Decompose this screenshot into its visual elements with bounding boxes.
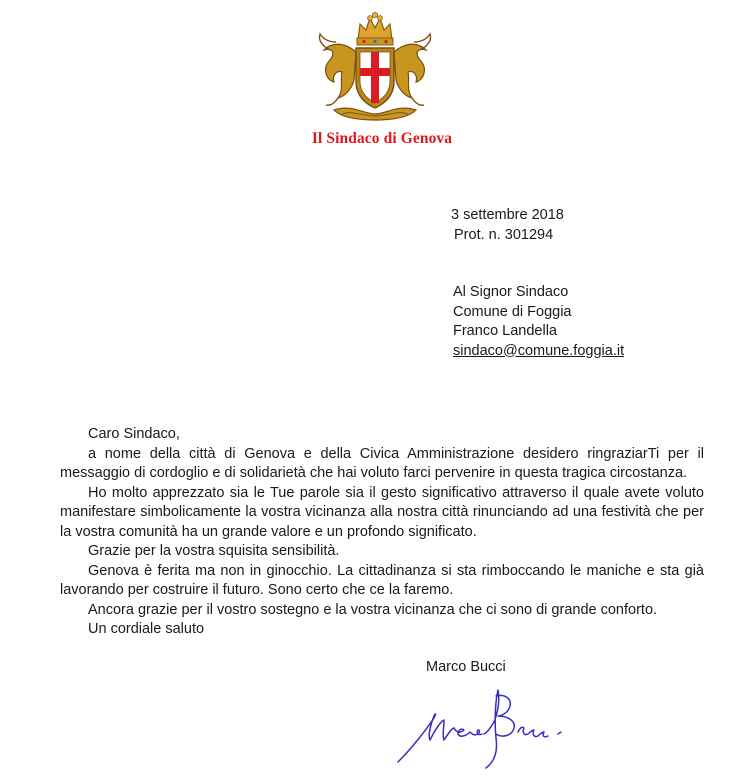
letter-paragraph: a nome della città di Genova e della Civica Amministrazione desidero ringraziarTi per il messaggio di cordoglio e di solidarietà che hai voluto farci pervenire in questa tragica circostanza. bbox=[60, 445, 704, 481]
letter-date: 3 settembre 2018 bbox=[451, 207, 564, 223]
letter-salutation: Caro Sindaco, bbox=[88, 426, 180, 442]
handwritten-signature bbox=[392, 682, 582, 772]
letter-paragraph: Ho molto apprezzato sia le Tue parole sia il gesto significativo attraverso il quale avete voluto manifestare simbolicamente la vostra vicinanza alla nostra città rinunciando ad una festività che per la vostra comunità ha un grande valore e un profondo significato. bbox=[60, 484, 704, 540]
letter-closing: Un cordiale saluto bbox=[88, 621, 205, 637]
recipient-block bbox=[453, 283, 624, 361]
recipient-email-link[interactable]: sindaco@comune.foggia.it bbox=[453, 342, 625, 359]
letter-paragraph: Genova è ferita ma non in ginocchio. La cittadinanza si sta rimboccando le maniche e sta già lavorando per costruire il futuro. Sono certo che ce la faremo. bbox=[60, 562, 704, 598]
shield-icon bbox=[356, 48, 394, 108]
letter-paragraph: Grazie per la vostra squisita sensibilità. bbox=[88, 543, 340, 559]
recipient-title: Al Signor Sindaco bbox=[453, 284, 569, 300]
letter-body bbox=[60, 425, 704, 640]
signer-name: Marco Bucci bbox=[426, 659, 506, 675]
letter-paragraph: Ancora grazie per il vostro sostegno e la vostra vicinanza che ci sono di grande conforto. bbox=[88, 601, 658, 618]
left-griffin-icon bbox=[319, 34, 356, 105]
recipient-municipality: Comune di Foggia bbox=[453, 303, 572, 320]
letterhead-title: Il Sindaco di Genova bbox=[311, 130, 453, 147]
genoa-coat-of-arms-icon bbox=[312, 10, 438, 126]
protocol-number: Prot. n. 301294 bbox=[454, 227, 554, 243]
crown-icon bbox=[357, 12, 393, 45]
letter-meta bbox=[451, 205, 564, 245]
recipient-name: Franco Landella bbox=[453, 323, 557, 339]
right-griffin-icon bbox=[394, 34, 431, 105]
base-ornament-icon bbox=[334, 108, 416, 120]
